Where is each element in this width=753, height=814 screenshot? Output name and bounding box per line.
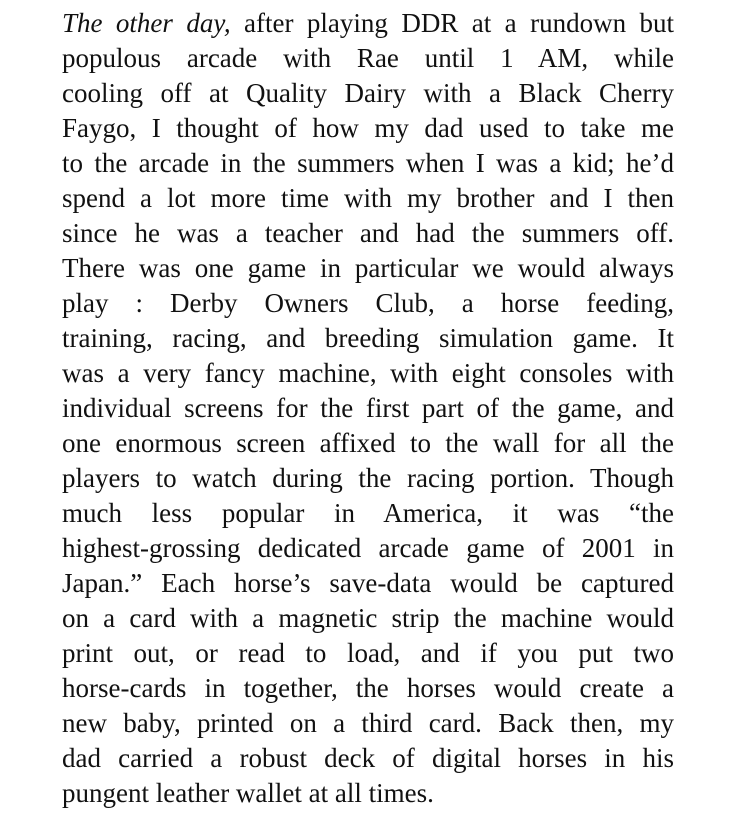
text-line-last: pungent leather wallet at all times. bbox=[62, 778, 434, 808]
text-line: spend a lot more time with my brother and I then bbox=[62, 183, 674, 213]
text-line: cooling off at Quality Dairy with a Black Cherry bbox=[62, 78, 674, 108]
text-line: to the arcade in the summers when I was a kid; he’d bbox=[62, 148, 674, 178]
text-line: Japan.” Each horse’s save-data would be captured bbox=[62, 568, 674, 598]
text-line: training, racing, and breeding simulation game. It bbox=[62, 323, 674, 353]
text-line: print out, or read to load, and if you put two bbox=[62, 638, 674, 668]
text-line: populous arcade with Rae until 1 AM, while bbox=[62, 43, 674, 73]
text-line: horse-cards in together, the horses would create a bbox=[62, 673, 674, 703]
text-line: highest-grossing dedicated arcade game of 2001 in bbox=[62, 533, 674, 563]
text-line: on a card with a magnetic strip the machine would bbox=[62, 603, 674, 633]
text-line: There was one game in particular we would always bbox=[62, 253, 674, 283]
text-line: players to watch during the racing portion. Though bbox=[62, 463, 674, 493]
text-line-1-rest: after playing DDR at a rundown but bbox=[244, 8, 674, 38]
text-line-1 bbox=[62, 6, 674, 41]
text-line: was a very fancy machine, with eight consoles with bbox=[62, 358, 674, 388]
text-line: play : Derby Owners Club, a horse feeding, bbox=[62, 288, 674, 318]
text-line: much less popular in America, it was “the bbox=[62, 498, 674, 528]
italic-lead-in: The other day, bbox=[62, 8, 231, 38]
body-paragraph bbox=[62, 6, 674, 811]
text-line: Faygo, I thought of how my dad used to take me bbox=[62, 113, 674, 143]
text-line: dad carried a robust deck of digital horses in his bbox=[62, 743, 674, 773]
text-line: since he was a teacher and had the summers off. bbox=[62, 218, 674, 248]
text-line: individual screens for the first part of the game, and bbox=[62, 393, 674, 423]
text-line: new baby, printed on a third card. Back then, my bbox=[62, 708, 674, 738]
text-line: one enormous screen affixed to the wall for all the bbox=[62, 428, 674, 458]
